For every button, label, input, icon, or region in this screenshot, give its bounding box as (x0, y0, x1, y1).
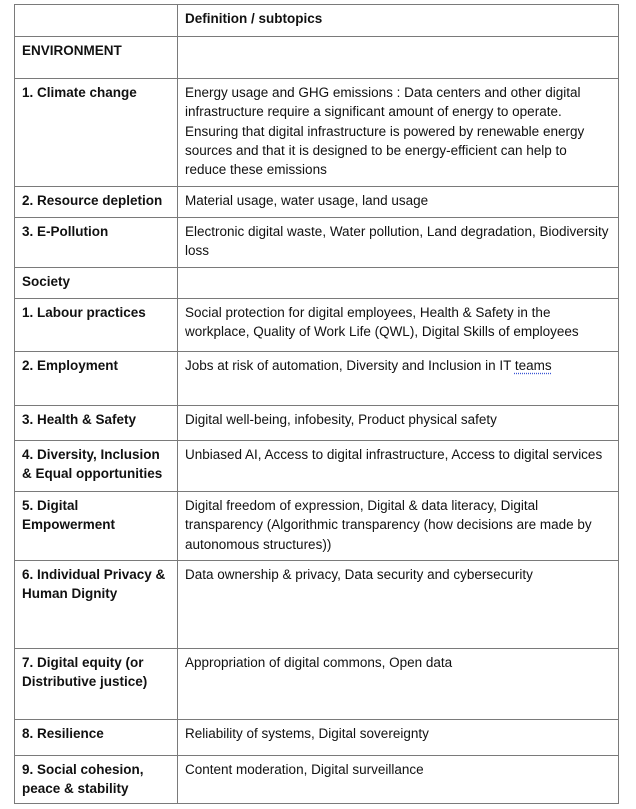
table-row (15, 720, 619, 756)
table-row (15, 218, 619, 268)
header-definition-cell: Definition / subtopics (178, 5, 619, 37)
definition-cell: Data ownership & privacy, Data security and cybersecurity (178, 561, 619, 649)
definition-cell (178, 352, 619, 406)
header-topic-cell (15, 5, 178, 37)
definition-cell: Reliability of systems, Digital sovereignty (178, 720, 619, 756)
definition-cell: Content moderation, Digital surveillance (178, 756, 619, 804)
table-row (15, 756, 619, 804)
topic-cell: 2. Resource depletion (15, 187, 178, 218)
topic-cell: 1. Climate change (15, 79, 178, 187)
topic-cell: 9. Social cohesion, peace & stability (15, 756, 178, 804)
topic-cell: 2. Employment (15, 352, 178, 406)
definition-cell (178, 37, 619, 79)
topic-cell: 7. Digital equity (or Distributive justice) (15, 649, 178, 720)
table-row (15, 649, 619, 720)
topic-cell: 8. Resilience (15, 720, 178, 756)
topic-cell: ENVIRONMENT (15, 37, 178, 79)
topic-cell: Society (15, 268, 178, 299)
definition-cell: Digital freedom of expression, Digital & data literacy, Digital transparency (Algorithmic transparency (how decisions are made by autonomous structures)) (178, 492, 619, 561)
definition-cell (178, 268, 619, 299)
table-header-row (15, 5, 619, 37)
definition-cell: Electronic digital waste, Water pollution, Land degradation, Biodiversity loss (178, 218, 619, 268)
definition-cell: Unbiased AI, Access to digital infrastructure, Access to digital services (178, 441, 619, 492)
table-row (15, 79, 619, 187)
definition-cell: Energy usage and GHG emissions : Data centers and other digital infrastructure require a significant amount of energy to operate. Ensuring that digital infrastructure is powered by renewable energy sources and that it is designed to be energy-efficient can help to reduce these emissions (178, 79, 619, 187)
definition-cell: Digital well-being, infobesity, Product physical safety (178, 406, 619, 441)
table-row (15, 187, 619, 218)
topic-cell: 6. Individual Privacy & Human Dignity (15, 561, 178, 649)
spellcheck-flagged-word: teams (514, 358, 552, 373)
table-row (15, 352, 619, 406)
table-row (15, 37, 619, 79)
topic-cell: 5. Digital Empowerment (15, 492, 178, 561)
definition-text: Jobs at risk of automation, Diversity and Inclusion in IT (185, 358, 515, 373)
definition-cell: Social protection for digital employees, Health & Safety in the workplace, Quality of Work Life (QWL), Digital Skills of employees (178, 299, 619, 352)
table-row (15, 492, 619, 561)
topic-cell: 4. Diversity, Inclusion & Equal opportunities (15, 441, 178, 492)
table-row (15, 561, 619, 649)
esg-topics-table (14, 4, 619, 804)
table-row (15, 268, 619, 299)
topic-cell: 3. E-Pollution (15, 218, 178, 268)
topic-cell: 3. Health & Safety (15, 406, 178, 441)
table-row (15, 406, 619, 441)
table-row (15, 441, 619, 492)
topic-cell: 1. Labour practices (15, 299, 178, 352)
table-row (15, 299, 619, 352)
definition-cell: Appropriation of digital commons, Open data (178, 649, 619, 720)
definition-cell: Material usage, water usage, land usage (178, 187, 619, 218)
